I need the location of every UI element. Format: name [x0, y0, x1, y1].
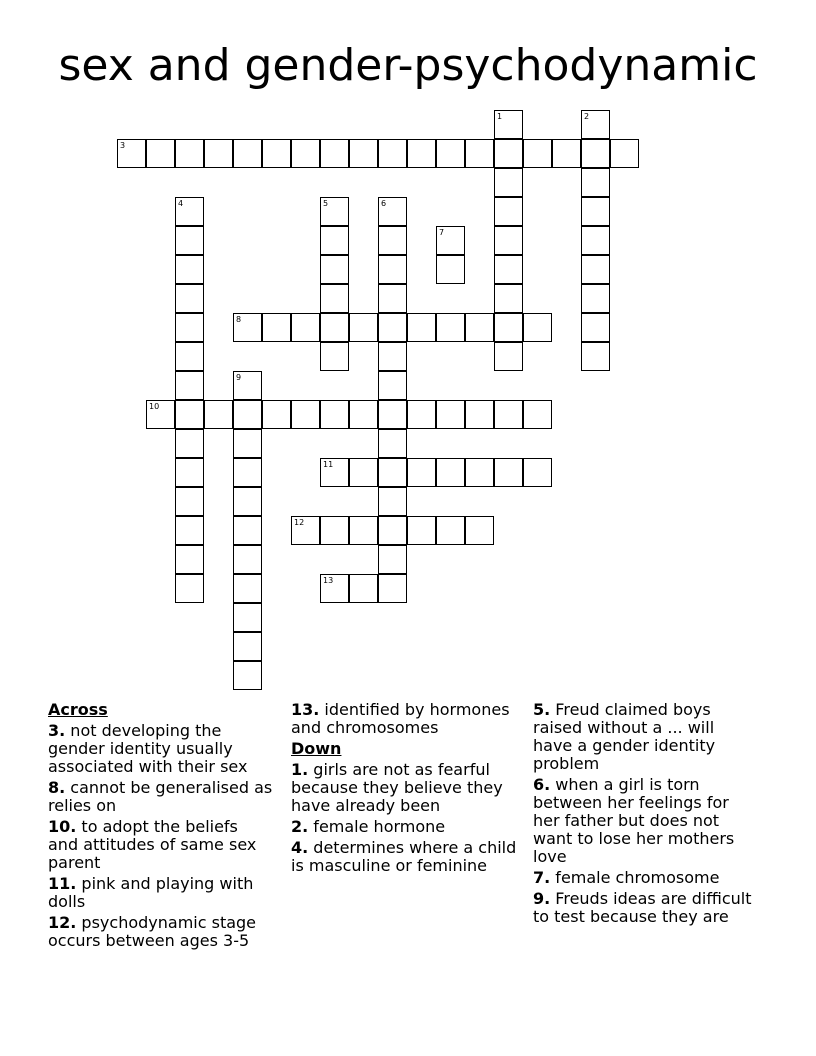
grid-cell[interactable]	[349, 313, 378, 342]
clue-number: 2.	[291, 817, 309, 836]
grid-cell[interactable]	[320, 342, 349, 371]
grid-cell[interactable]	[175, 516, 204, 545]
grid-cell[interactable]	[407, 139, 436, 168]
grid-cell[interactable]	[233, 632, 262, 661]
cell-number: 7	[439, 228, 445, 237]
cell-number: 8	[236, 315, 242, 324]
clue-text: psychodynamic stage occurs between ages 3-5	[48, 913, 257, 950]
grid-cell[interactable]	[581, 284, 610, 313]
across-heading: Across	[48, 700, 108, 719]
grid-cell[interactable]	[494, 226, 523, 255]
grid-cell[interactable]	[378, 284, 407, 313]
grid-cell[interactable]	[349, 574, 378, 603]
grid-cell[interactable]	[436, 400, 465, 429]
grid-cell[interactable]	[378, 487, 407, 516]
cell-number: 5	[323, 199, 329, 208]
grid-cell[interactable]	[378, 400, 407, 429]
clue-text: female hormone	[308, 817, 446, 836]
grid-cell[interactable]	[552, 139, 581, 168]
grid-cell[interactable]	[436, 516, 465, 545]
grid-cell[interactable]	[146, 139, 175, 168]
grid-cell[interactable]	[320, 226, 349, 255]
clue-number: 11.	[48, 874, 77, 893]
grid-cell[interactable]	[175, 342, 204, 371]
clue-number: 9.	[533, 889, 551, 908]
cell-number: 12	[294, 518, 305, 527]
grid-cell[interactable]	[117, 139, 146, 168]
grid-cell[interactable]	[378, 342, 407, 371]
cell-number: 13	[323, 576, 334, 585]
grid-cell[interactable]	[378, 545, 407, 574]
grid-cell[interactable]	[436, 139, 465, 168]
grid-cell[interactable]	[436, 255, 465, 284]
grid-cell[interactable]	[233, 603, 262, 632]
grid-cell[interactable]	[262, 139, 291, 168]
clue-number: 10.	[48, 817, 77, 836]
grid-cell[interactable]	[320, 284, 349, 313]
grid-cell[interactable]	[465, 458, 494, 487]
grid-cell[interactable]	[610, 139, 639, 168]
grid-cell[interactable]	[407, 516, 436, 545]
grid-cell[interactable]	[494, 139, 523, 168]
grid-cell[interactable]	[465, 313, 494, 342]
grid-cell[interactable]	[523, 139, 552, 168]
grid-cell[interactable]	[291, 400, 320, 429]
grid-cell[interactable]	[436, 226, 465, 255]
grid-cell[interactable]	[291, 139, 320, 168]
grid-cell[interactable]	[262, 400, 291, 429]
grid-cell[interactable]	[494, 110, 523, 139]
cell-number: 2	[584, 112, 590, 121]
grid-cell[interactable]	[494, 168, 523, 197]
cell-number: 4	[178, 199, 184, 208]
clue-column-2	[291, 701, 519, 878]
clue-text: to adopt the beliefs and attitudes of same sex parent	[48, 817, 257, 872]
grid-cell[interactable]	[262, 313, 291, 342]
clue-text: determines where a child is masculine or feminine	[291, 838, 517, 875]
grid-cell[interactable]	[291, 313, 320, 342]
cell-number: 6	[381, 199, 387, 208]
clue-list	[0, 701, 816, 1041]
cell-number: 1	[497, 112, 503, 121]
clue-text: Freud claimed boys raised without a ... will have a gender identity problem	[533, 700, 716, 773]
grid-cell[interactable]	[291, 516, 320, 545]
clue-number: 3.	[48, 721, 66, 740]
grid-cell[interactable]	[581, 168, 610, 197]
clue-item	[48, 779, 273, 815]
grid-cell[interactable]	[378, 255, 407, 284]
down-heading: Down	[291, 739, 342, 758]
grid-cell[interactable]	[233, 574, 262, 603]
grid-cell[interactable]	[320, 313, 349, 342]
grid-cell[interactable]	[407, 458, 436, 487]
grid-cell[interactable]	[233, 429, 262, 458]
grid-cell[interactable]	[233, 371, 262, 400]
grid-cell[interactable]	[523, 458, 552, 487]
grid-cell[interactable]	[378, 458, 407, 487]
grid-cell[interactable]	[494, 284, 523, 313]
clue-number: 4.	[291, 838, 309, 857]
clue-text: girls are not as fearful because they believe they have already been	[291, 760, 503, 815]
grid-cell[interactable]	[175, 313, 204, 342]
clue-item	[48, 722, 273, 776]
grid-cell[interactable]	[378, 313, 407, 342]
grid-cell[interactable]	[233, 545, 262, 574]
grid-cell[interactable]	[320, 458, 349, 487]
grid-cell[interactable]	[494, 255, 523, 284]
page-title: sex and gender-psychodynamic	[58, 40, 758, 91]
grid-cell[interactable]	[407, 400, 436, 429]
clue-item	[533, 701, 758, 773]
grid-cell[interactable]	[320, 139, 349, 168]
clue-column-1	[48, 701, 273, 953]
grid-cell[interactable]	[233, 400, 262, 429]
grid-cell[interactable]	[204, 400, 233, 429]
grid-cell[interactable]	[233, 516, 262, 545]
grid-cell[interactable]	[320, 516, 349, 545]
grid-cell[interactable]	[233, 661, 262, 690]
grid-cell[interactable]	[581, 342, 610, 371]
grid-cell[interactable]	[436, 458, 465, 487]
grid-cell[interactable]	[233, 487, 262, 516]
clue-text: female chromosome	[550, 868, 720, 887]
clue-number: 13.	[291, 700, 320, 719]
grid-cell[interactable]	[465, 139, 494, 168]
grid-cell[interactable]	[175, 284, 204, 313]
grid-cell[interactable]	[494, 400, 523, 429]
clue-number: 6.	[533, 775, 551, 794]
grid-cell[interactable]	[581, 139, 610, 168]
cell-number: 3	[120, 141, 126, 150]
grid-cell[interactable]	[175, 255, 204, 284]
clue-number: 12.	[48, 913, 77, 932]
clue-text: not developing the gender identity usually associated with their sex	[48, 721, 248, 776]
grid-cell[interactable]	[146, 400, 175, 429]
clue-item	[48, 914, 273, 950]
clue-text: cannot be generalised as relies on	[48, 778, 273, 815]
cell-number: 9	[236, 373, 242, 382]
grid-cell[interactable]	[175, 429, 204, 458]
grid-cell[interactable]	[175, 545, 204, 574]
clue-text: when a girl is torn between her feelings for her father but does not want to lose her mothers love	[533, 775, 735, 866]
grid-cell[interactable]	[175, 371, 204, 400]
grid-cell[interactable]	[581, 313, 610, 342]
clue-item	[533, 869, 758, 887]
grid-cell[interactable]	[349, 400, 378, 429]
grid-cell[interactable]	[378, 197, 407, 226]
clue-number: 5.	[533, 700, 551, 719]
grid-cell[interactable]	[465, 516, 494, 545]
clue-column-3	[533, 701, 758, 929]
clue-number: 7.	[533, 868, 551, 887]
clue-number: 8.	[48, 778, 66, 797]
grid-cell[interactable]	[407, 313, 436, 342]
grid-cell[interactable]	[175, 458, 204, 487]
grid-cell[interactable]	[233, 458, 262, 487]
clue-item	[291, 839, 519, 875]
clue-text: pink and playing with dolls	[48, 874, 254, 911]
grid-cell[interactable]	[320, 400, 349, 429]
grid-cell[interactable]	[581, 226, 610, 255]
grid-cell[interactable]	[175, 197, 204, 226]
clue-number: 1.	[291, 760, 309, 779]
grid-cell[interactable]	[378, 516, 407, 545]
grid-cell[interactable]	[465, 400, 494, 429]
grid-cell[interactable]	[581, 197, 610, 226]
grid-cell[interactable]	[349, 516, 378, 545]
clue-item	[48, 875, 273, 911]
grid-cell[interactable]	[378, 429, 407, 458]
grid-cell[interactable]	[349, 458, 378, 487]
grid-cell[interactable]	[436, 313, 465, 342]
clue-text: Freuds ideas are difficult to test because they are	[533, 889, 752, 926]
grid-cell[interactable]	[378, 371, 407, 400]
cell-number: 11	[323, 460, 334, 469]
grid-cell[interactable]	[233, 313, 262, 342]
grid-cell[interactable]	[233, 139, 262, 168]
grid-cell[interactable]	[378, 226, 407, 255]
grid-cell[interactable]	[175, 400, 204, 429]
grid-cell[interactable]	[320, 574, 349, 603]
grid-cell[interactable]	[494, 197, 523, 226]
grid-cell[interactable]	[320, 197, 349, 226]
grid-cell[interactable]	[378, 139, 407, 168]
clue-item	[533, 890, 758, 926]
grid-cell[interactable]	[494, 342, 523, 371]
cell-number: 10	[149, 402, 160, 411]
grid-cell[interactable]	[581, 110, 610, 139]
grid-cell[interactable]	[175, 139, 204, 168]
grid-cell[interactable]	[581, 255, 610, 284]
clue-item	[291, 701, 519, 737]
grid-cell[interactable]	[494, 313, 523, 342]
grid-cell[interactable]	[175, 487, 204, 516]
grid-cell[interactable]	[349, 139, 378, 168]
grid-cell[interactable]	[523, 400, 552, 429]
clue-item	[533, 776, 758, 866]
grid-cell[interactable]	[494, 458, 523, 487]
clue-item	[48, 818, 273, 872]
clue-item	[291, 818, 519, 836]
clue-item	[291, 761, 519, 815]
grid-cell[interactable]	[378, 574, 407, 603]
grid-cell[interactable]	[175, 574, 204, 603]
grid-cell[interactable]	[523, 313, 552, 342]
grid-cell[interactable]	[204, 139, 233, 168]
grid-cell[interactable]	[320, 255, 349, 284]
clue-text: identified by hormones and chromosomes	[291, 700, 510, 737]
grid-cell[interactable]	[175, 226, 204, 255]
